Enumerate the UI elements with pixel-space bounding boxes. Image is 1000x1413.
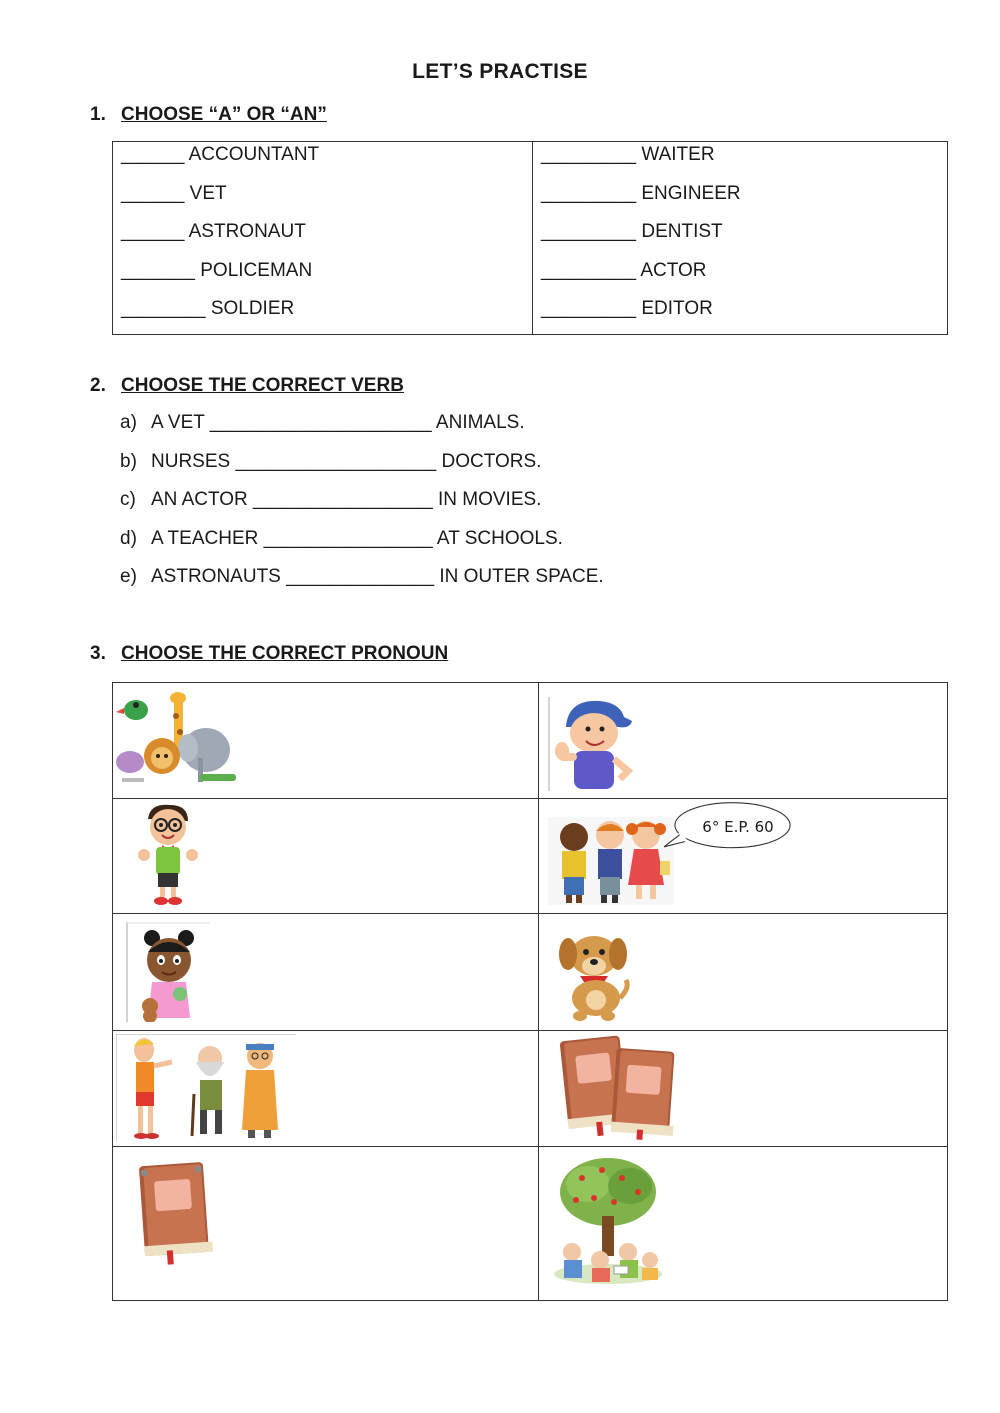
exercise-row: _______ POLICEMAN [121, 259, 313, 281]
verb-list [120, 410, 604, 603]
list-item: d) A TEACHER ________________ AT SCHOOLS. [120, 527, 563, 549]
a-or-an-table [112, 141, 948, 335]
page-title: LET’S PRACTISE [412, 60, 588, 83]
exercise-row: _________ ENGINEER [541, 182, 741, 204]
exercise-row: _________ DENTIST [541, 221, 723, 242]
three-children-image [548, 815, 674, 907]
left-column [121, 142, 319, 335]
list-item: b) NURSES ___________________ DOCTORS. [120, 450, 542, 472]
section-3-heading: 3. CHOOSE THE CORRECT PRONOUN [90, 643, 449, 664]
dog-image [556, 928, 630, 1024]
boy-with-glasses-image [136, 803, 200, 907]
right-column [541, 142, 741, 335]
speech-bubble-text: 6° E.P. 60 [702, 818, 774, 836]
section-2-heading: 2. CHOOSE THE CORRECT VERB [90, 375, 404, 396]
three-people-image [116, 1034, 296, 1142]
list-item: c) AN ACTOR _________________ IN MOVIES. [120, 489, 542, 510]
exercise-row: ______ ASTRONAUT [121, 221, 306, 242]
boy-pointing-self-image [548, 695, 638, 793]
animals-group-image [114, 690, 238, 790]
two-books-image [556, 1032, 680, 1140]
exercise-row: _________ WAITER [541, 144, 715, 165]
one-book-image [136, 1160, 214, 1268]
section-1-heading: 1. CHOOSE “A” OR “AN” [90, 104, 327, 125]
list-item: e) ASTRONAUTS ______________ IN OUTER SPACE. [120, 566, 604, 587]
exercise-row: ______ ACCOUNTANT [121, 144, 320, 165]
children-under-tree-image [552, 1156, 664, 1288]
exercise-row: ________ SOLDIER [121, 298, 295, 319]
exercise-row: ______ VET [121, 182, 227, 204]
girl-with-teddy-image [126, 922, 212, 1022]
exercise-row: _________ ACTOR [541, 259, 707, 281]
exercise-row: _________ EDITOR [541, 298, 713, 319]
list-item: a) A VET _____________________ ANIMALS. [120, 412, 525, 433]
